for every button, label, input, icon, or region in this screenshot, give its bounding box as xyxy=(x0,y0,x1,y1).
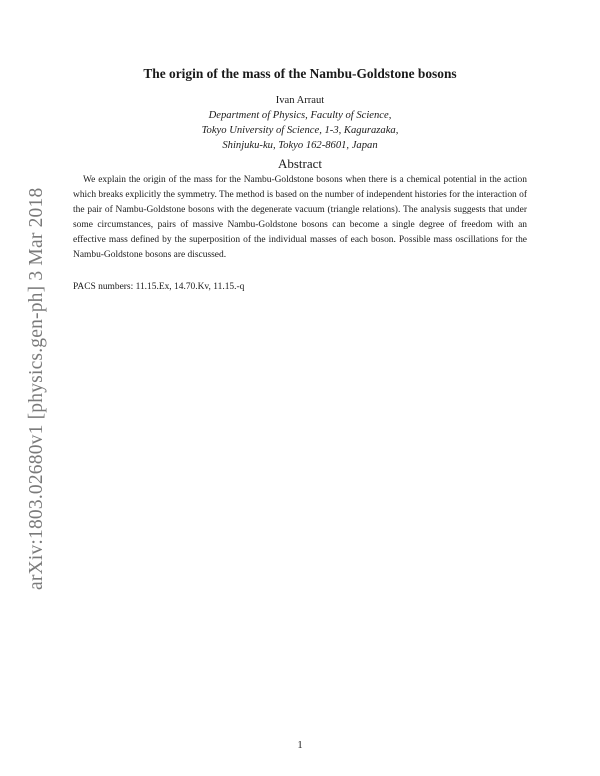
affiliation-line-1: Department of Physics, Faculty of Science, xyxy=(208,110,392,121)
page-number: 1 xyxy=(297,740,303,751)
abstract-text: We explain the origin of the mass for the Nambu-Goldstone bosons when there is a chemical potential in the action which breaks explicitly the symmetry. The method is based on the number of independent histories for the interaction of the pair of Nambu-Goldstone bosons with the degenerate vacuum (triangle relations). The analysis suggests that under some circumstances, pairs of massive Nambu-Goldstone bosons can become a single degree of freedom with an effective mass defined by the superposition of the individual masses of each boson. Possible mass oscillations for the Nambu-Goldstone bosons are discussed. xyxy=(73,175,527,261)
affiliation-line-2: Tokyo University of Science, 1-3, Kagurazaka, xyxy=(201,125,399,136)
paper-title: The origin of the mass of the Nambu-Goldstone bosons xyxy=(143,66,457,81)
pacs-numbers: PACS numbers: 11.15.Ex, 14.70.Kv, 11.15.-q xyxy=(73,282,245,292)
affiliation-line-3: Shinjuku-ku, Tokyo 162-8601, Japan xyxy=(222,140,378,151)
arxiv-identifier: arXiv:1803.02680v1 [physics.gen-ph] 3 Mar 2018 xyxy=(26,187,47,590)
author-name: Ivan Arraut xyxy=(275,95,325,106)
abstract-heading: Abstract xyxy=(277,156,323,171)
